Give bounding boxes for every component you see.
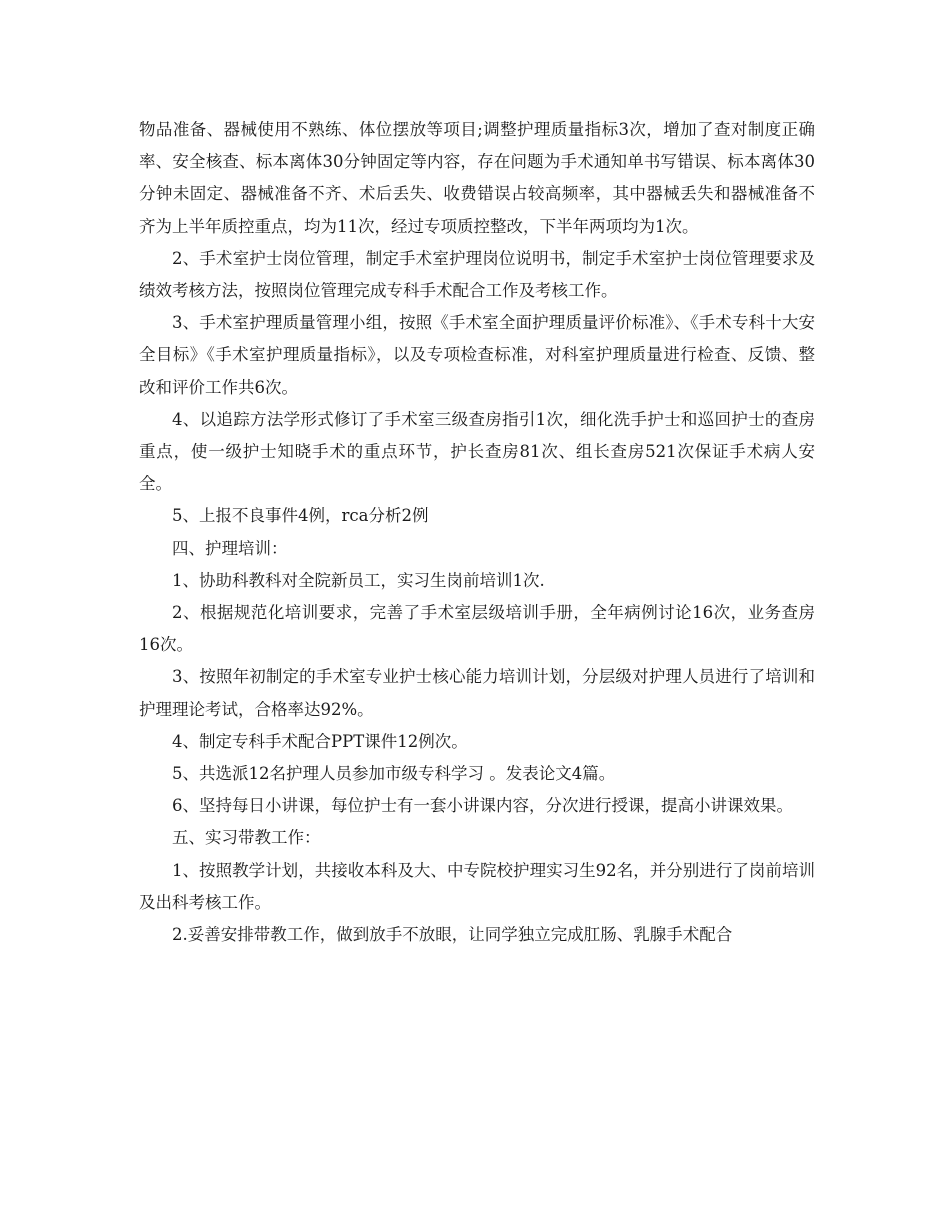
section-heading: 四、护理培训：	[172, 538, 288, 558]
paragraph: 1、按照教学计划，共接收本科及大、中专院校护理实习生92名，并分别进行了岗前培训及出科考核工作。	[139, 860, 815, 912]
paragraph: 4、制定专科手术配合PPT课件12例次。	[172, 731, 468, 751]
paragraph: 3、手术室护理质量管理小组，按照《手术室全面护理质量评价标准》、《手术专科十大安全目标》《手术室护理质量指标》，以及专项检查标准，对科室护理质量进行检查、反馈、整改和评价工作共6次。	[139, 313, 815, 397]
paragraph: 2、根据规范化培训要求，完善了手术室层级培训手册，全年病例讨论16次，业务查房16次。	[139, 603, 815, 655]
document-body	[139, 114, 815, 951]
paragraph: 6、坚持每日小讲课，每位护士有一套小讲课内容，分次进行授课，提高小讲课效果。	[172, 796, 793, 816]
paragraph: 物品准备、器械使用不熟练、体位摆放等项目;调整护理质量指标3次，增加了查对制度正确率、安全核查、标本离体30分钟固定等内容，存在问题为手术通知单书写错误、标本离体30分钟未固定、器械准备不齐、术后丢失、收费错误占较高频率，其中器械丢失和器械准备不齐为上半年质控重点，均为11次，经过专项质控整改，下半年两项均为1次。	[139, 120, 815, 236]
section-heading: 五、实习带教工作：	[172, 828, 321, 848]
paragraph: 3、按照年初制定的手术室专业护士核心能力培训计划，分层级对护理人员进行了培训和护理理论考试，合格率达92%。	[139, 667, 815, 719]
paragraph: 2、手术室护士岗位管理，制定手术室护理岗位说明书，制定手术室护士岗位管理要求及绩效考核方法，按照岗位管理完成专科手术配合工作及考核工作。	[139, 248, 815, 301]
paragraph: 2.妥善安排带教工作，做到放手不放眼，让同学独立完成肛肠、乳腺手术配合	[172, 925, 733, 945]
paragraph: 1、协助科教科对全院新员工，实习生岗前培训1次.	[172, 570, 545, 590]
paragraph: 5、上报不良事件4例，rca分析2例	[172, 506, 429, 526]
paragraph: 4、以追踪方法学形式修订了手术室三级查房指引1次，细化洗手护士和巡回护士的查房重点，使一级护士知晓手术的重点环节，护长查房81次、组长查房521次保证手术病人安全。	[139, 409, 815, 494]
paragraph: 5、共选派12名护理人员参加市级专科学习 。发表论文4篇。	[172, 764, 616, 784]
